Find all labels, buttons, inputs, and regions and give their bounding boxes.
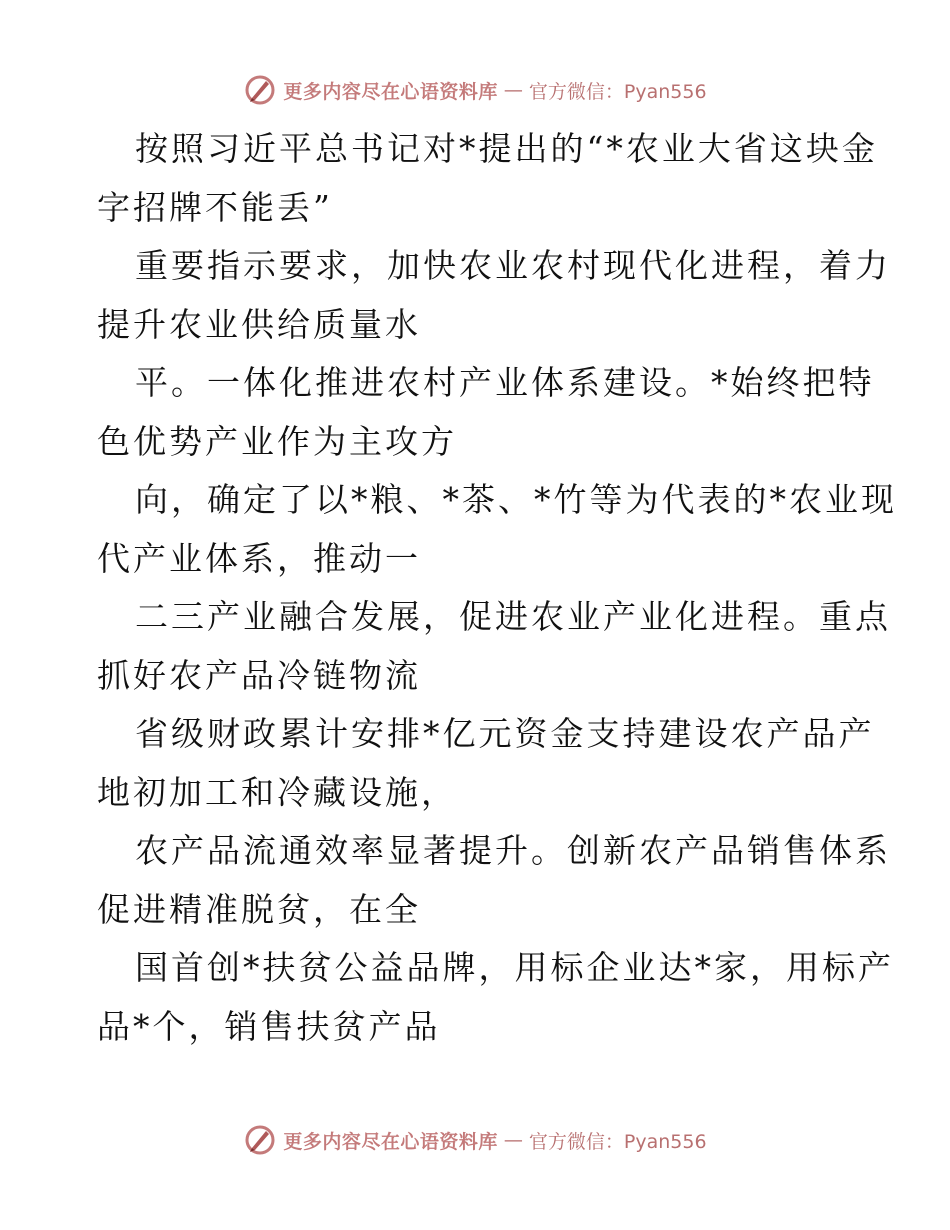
body-line: 地初加工和冷藏设施， [97, 772, 457, 812]
header-contact-text: 官方微信：Pyan556 [528, 80, 707, 103]
body-line: 色优势产业作为主攻方 [97, 421, 457, 461]
body-line: 农产品流通效率显著提升。创新农产品销售体系 [135, 831, 891, 870]
body-line: 品*个，销售扶贫产品 [97, 1006, 441, 1046]
footer-brand-text: 更多内容尽在心语资料库 [283, 1130, 498, 1153]
quill-pen-logo-icon [243, 1123, 277, 1157]
body-line: 提升农业供给质量水 [97, 304, 421, 344]
body-line: 向，确定了以*粮、*茶、*竹等为代表的*农业现 [135, 480, 897, 519]
footer-contact-text: 官方微信：Pyan556 [528, 1130, 707, 1153]
body-line: 平。一体化推进农村产业体系建设。*始终把特 [135, 363, 875, 402]
document-body [97, 120, 897, 1056]
body-line: 国首创*扶贫公益品牌，用标企业达*家，用标产 [135, 948, 894, 987]
body-line: 抓好农产品冷链物流 [97, 655, 421, 695]
header-separator: — [503, 79, 523, 101]
header-brand-text: 更多内容尽在心语资料库 [283, 80, 498, 103]
header-watermark [0, 70, 950, 110]
body-line: 促进精准脱贫，在全 [97, 889, 421, 929]
body-line: 按照习近平总书记对*提出的“*农业大省这块金 [135, 129, 878, 168]
body-line: 代产业体系，推动一 [97, 538, 421, 578]
body-line: 重要指示要求，加快农业农村现代化进程，着力 [135, 246, 891, 285]
quill-pen-logo-icon [243, 73, 277, 107]
body-line: 省级财政累计安排*亿元资金支持建设农产品产 [135, 714, 875, 753]
footer-watermark [0, 1120, 950, 1160]
body-line: 字招牌不能丢” [97, 187, 333, 227]
footer-separator: — [503, 1129, 523, 1151]
body-line: 二三产业融合发展，促进农业产业化进程。重点 [135, 597, 891, 636]
